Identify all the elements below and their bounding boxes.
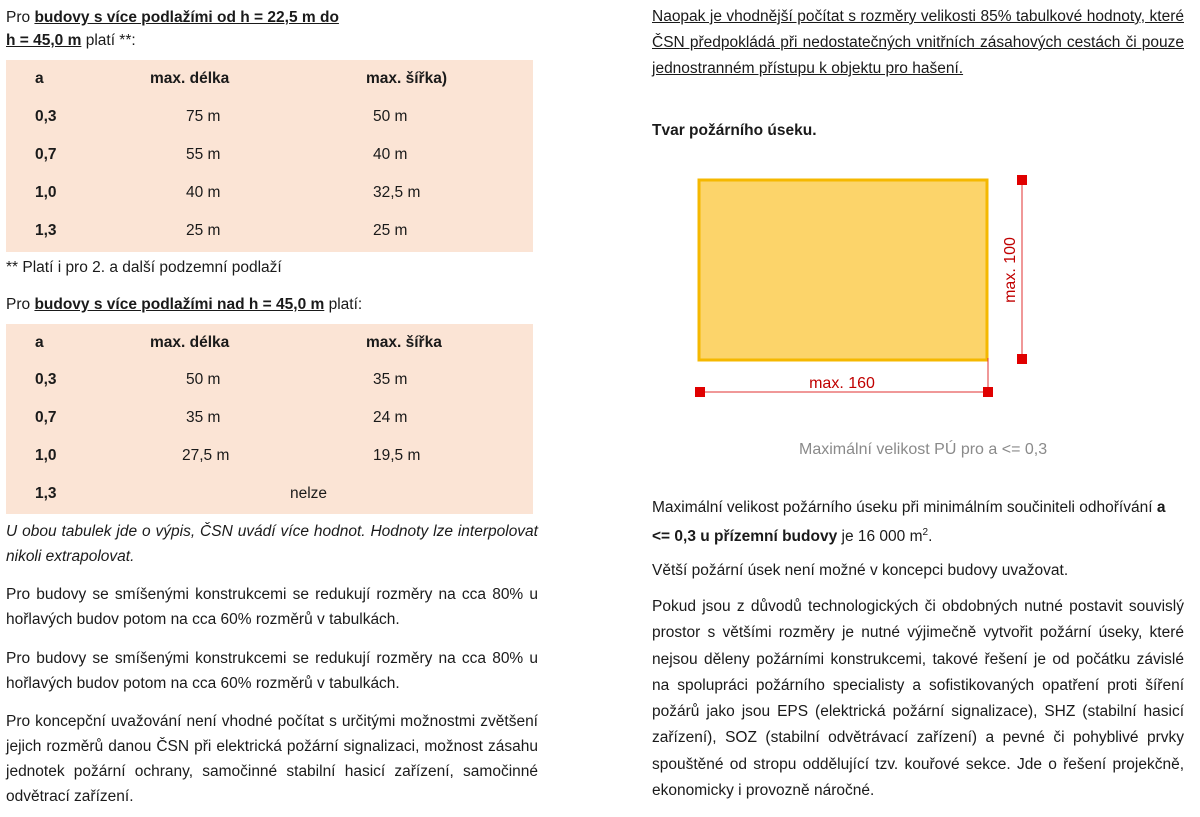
table2-header-a: a bbox=[35, 334, 44, 351]
table-cell-width: 19,5 m bbox=[373, 447, 421, 464]
table1-intro-suffix: platí **: bbox=[81, 32, 136, 49]
table-cell-length: 75 m bbox=[186, 108, 221, 125]
table-row bbox=[6, 475, 533, 513]
max-size-text-2: je 16 000 m bbox=[837, 528, 923, 546]
length-label: max. 160 bbox=[809, 375, 875, 392]
table-cell-a: 0,3 bbox=[35, 371, 57, 388]
max-size-bold: a <= 0,3 u přízemní budovy bbox=[652, 499, 1166, 546]
table1-header-length: max. délka bbox=[150, 70, 230, 87]
table1-header-a: a bbox=[35, 70, 44, 87]
table1-header-row bbox=[6, 60, 533, 98]
table-row bbox=[6, 399, 533, 437]
table-cell-width: 40 m bbox=[373, 146, 408, 163]
table-cell-a: 1,0 bbox=[35, 184, 57, 201]
footnote: ** Platí i pro 2. a další podzemní podlaží bbox=[6, 259, 282, 276]
table-cell-length: 50 m bbox=[186, 371, 221, 388]
table1-intro-prefix: Pro bbox=[6, 9, 35, 26]
table-row bbox=[6, 136, 533, 174]
table-cell-width: 32,5 m bbox=[373, 184, 421, 201]
shape-heading-text: Tvar požárního úseku. bbox=[652, 122, 817, 139]
marker-square bbox=[1017, 175, 1027, 185]
table-cell-length: 25 m bbox=[186, 222, 221, 239]
table-cell-width: 35 m bbox=[373, 371, 408, 388]
table2-intro-suffix: platí: bbox=[324, 296, 363, 313]
table-cell-a: 1,3 bbox=[35, 222, 57, 239]
marker-square bbox=[983, 387, 993, 397]
paragraph-underlined: Naopak je vhodnější počítat s rozměry velikosti 85% tabulkové hodnoty, které ČSN předpokládá při nedostatečných vnitřních zásahových cestách či pouze jednostranném přístupu k objektu pro hašení. bbox=[652, 8, 1184, 77]
table-cell-length: 35 m bbox=[186, 409, 221, 426]
table-row bbox=[6, 98, 533, 136]
table-cell-length: 55 m bbox=[186, 146, 221, 163]
table2-header-length: max. délka bbox=[150, 334, 230, 351]
table-cell-width: 25 m bbox=[373, 222, 408, 239]
table-cell-width: 24 m bbox=[373, 409, 408, 426]
table-cell-a: 0,3 bbox=[35, 108, 57, 125]
width-label: max. 100 bbox=[1002, 237, 1019, 303]
note-italic: U obou tabulek jde o výpis, ČSN uvádí více hodnot. Hodnoty lze interpolovat nikoli extrapolovat. bbox=[6, 523, 538, 565]
table1 bbox=[6, 60, 533, 252]
table-cell-width: 50 m bbox=[373, 108, 408, 125]
table2 bbox=[6, 324, 533, 514]
table-cell-length: 40 m bbox=[186, 184, 221, 201]
table-row bbox=[6, 437, 533, 475]
paragraph-technology: Pokud jsou z důvodů technologických či obdobných nutné postavit souvislý prostor s většími rozměry je nutné výjimečně vytvořit požární úseky, které nejsou děleny požárními konstrukcemi, takové řešení je od počátku závislé na spolupráci požárního specialisty a sofistikovaných opatření proti šíření požárů jako jsou EPS (elektrická požární signalizace), SHZ (stabilní hasicí zařízení), SOZ (stabilní odvětrávací zařízení) a pevné či pohyblivé prvky spouštěné od stropu oddělující tzv. kouřové sekce. Jde o řešení projekčně, ekonomicky i provozně náročné. bbox=[652, 598, 1184, 800]
table1-intro-bold-2: h = 45,0 m bbox=[6, 32, 82, 49]
max-size-sup: 2 bbox=[922, 527, 929, 538]
table1-intro-bold-1: budovy s více podlažími od h = 22,5 m do bbox=[34, 9, 339, 26]
table2-intro-bold: budovy s více podlažími nad h = 45,0 m bbox=[34, 296, 325, 313]
paragraph-mixed-1: Pro budovy se smíšenými konstrukcemi se redukují rozměry na cca 80% u hořlavých budov potom na cca 60% rozměrů v tabulkách. bbox=[6, 586, 538, 628]
marker-square bbox=[1017, 354, 1027, 364]
max-size-text-3: . bbox=[928, 528, 933, 546]
shape-heading bbox=[652, 118, 817, 143]
fire-section-rectangle bbox=[699, 180, 987, 360]
diagram-caption: Maximální velikost PÚ pro a <= 0,3 bbox=[799, 441, 1048, 458]
table-cell-a: 0,7 bbox=[35, 146, 57, 163]
table2-header-row bbox=[6, 324, 533, 362]
max-size-text-1: Maximální velikost požárního úseku při minimálním součiniteli odhořívání bbox=[652, 499, 1157, 516]
table1-intro bbox=[6, 6, 538, 52]
table-row bbox=[6, 212, 533, 250]
marker-square bbox=[695, 387, 705, 397]
table2-intro bbox=[6, 292, 538, 317]
table-row bbox=[6, 361, 533, 399]
table-cell-nelze: nelze bbox=[290, 485, 328, 502]
paragraph-larger: Větší požární úsek není možné v koncepci budovy uvažovat. bbox=[652, 562, 1069, 579]
fire-section-diagram bbox=[682, 168, 1102, 408]
paragraph-mixed-2: Pro budovy se smíšenými konstrukcemi se redukují rozměry na cca 80% u hořlavých budov potom na cca 60% rozměrů v tabulkách. bbox=[6, 650, 538, 692]
table-cell-a: 1,3 bbox=[35, 485, 57, 502]
table-cell-a: 1,0 bbox=[35, 447, 57, 464]
paragraph-concept: Pro koncepční uvažování není vhodné počítat s určitými možnostmi zvětšení jejich rozměrů danou ČSN při elektrická požární signalizaci, možnost zásahu jednotek požární ochrany, samočinné stabilní hasicí zařízení, samočinné odvětrací zařízení. bbox=[6, 713, 538, 805]
table-row bbox=[6, 174, 533, 212]
table2-header-width: max. šířka bbox=[366, 334, 442, 351]
table-cell-a: 0,7 bbox=[35, 409, 57, 426]
table-cell-length: 27,5 m bbox=[182, 447, 230, 464]
max-size-paragraph bbox=[652, 495, 1184, 549]
table1-header-width: max. šířka) bbox=[366, 70, 447, 87]
table2-intro-prefix: Pro bbox=[6, 296, 35, 313]
